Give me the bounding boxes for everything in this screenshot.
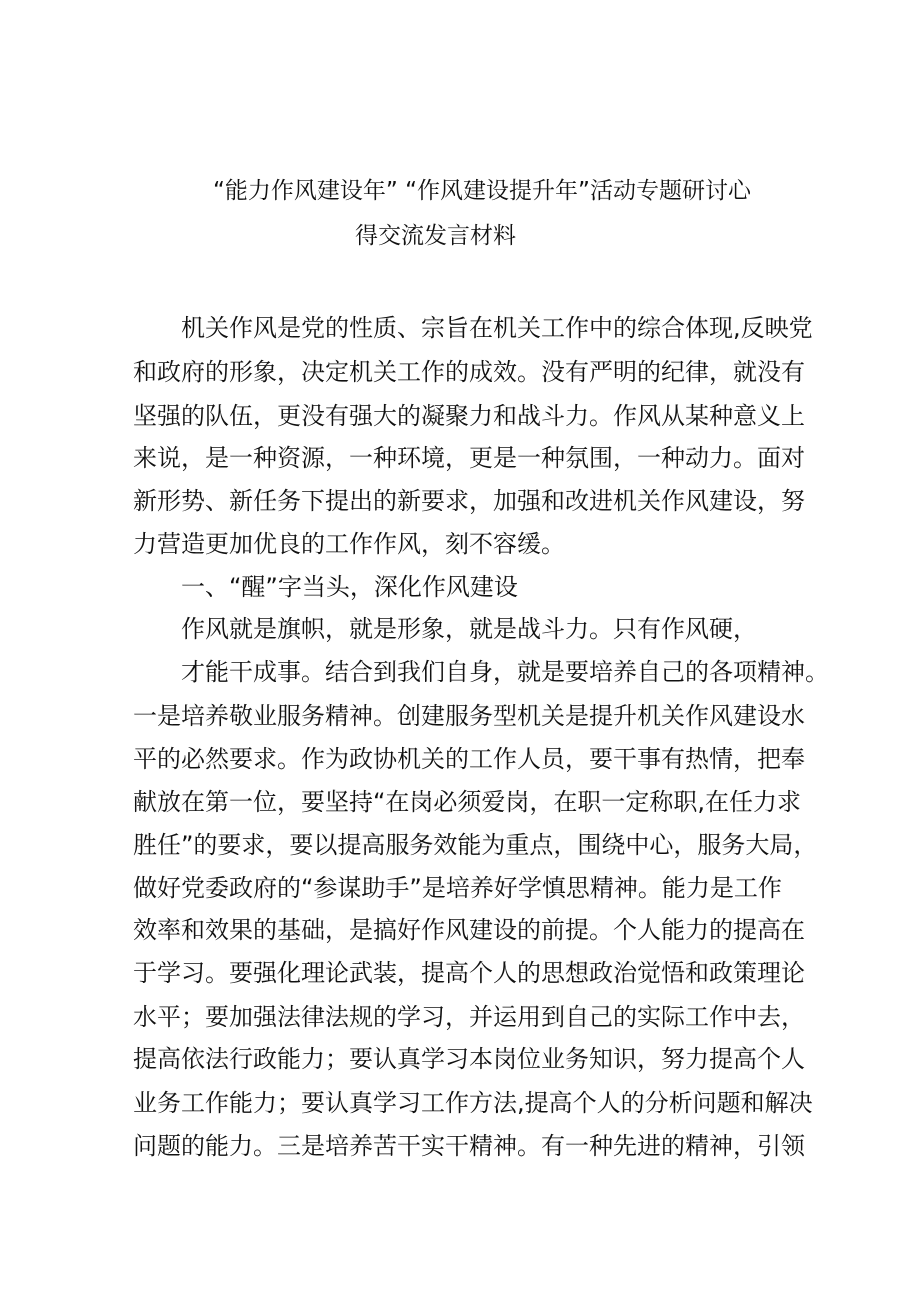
body-line: 提高依法行政能力；要认真学习本岗位业务知识，努力提高个人 [133, 1045, 805, 1073]
body-line: 水平；要加强法律法规的学习，并运用到自己的实际工作中去， [133, 1003, 805, 1031]
body-line: 一是培养敬业服务精神。创建服务型机关是提升机关作风建设水 [133, 702, 805, 730]
body-line: 新形势、新任务下提出的新要求，加强和改进机关作风建设，努 [133, 487, 805, 515]
body-line: 作风就是旗帜，就是形象，就是战斗力。只有作风硬， [181, 615, 757, 643]
body-line: 献放在第一位，要坚持“在岗必须爱岗，在职一定称职,在任力求 [133, 788, 802, 816]
body-line: 机关作风是党的性质、宗旨在机关工作中的综合体现,反映党 [181, 314, 813, 342]
document-title-line-1: “能力作风建设年” “作风建设提升年”活动专题研讨心 [213, 178, 751, 204]
body-line: 问题的能力。三是培养苦干实干精神。有一种先进的精神，引领 [133, 1132, 805, 1160]
body-line: 力营造更加优良的工作作风，刻不容缓。 [133, 530, 565, 558]
document-title-line-2: 得交流发言材料 [355, 223, 516, 249]
body-line: 于学习。要强化理论武装，提高个人的思想政治觉悟和政策理论 [133, 959, 805, 987]
body-line: 效率和效果的基础，是搞好作风建设的前提。个人能力的提高在 [133, 916, 805, 944]
body-line: 做好党委政府的“参谋助手”是培养好学慎思精神。能力是工作 [133, 874, 782, 902]
body-line: 和政府的形象，决定机关工作的成效。没有严明的纪律，就没有 [133, 358, 805, 386]
body-line: 才能干成事。结合到我们自身，就是要培养自己的各项精神。 [181, 658, 829, 686]
body-line: 平的必然要求。作为政协机关的工作人员，要干事有热情，把奉 [133, 745, 805, 773]
section-heading: 一、“醒”字当头，深化作风建设 [181, 573, 518, 601]
body-line: 来说，是一种资源，一种环境，更是一种氛围，一种动力。面对 [133, 444, 805, 472]
body-line: 业务工作能力；要认真学习工作方法,提高个人的分析问题和解决 [133, 1089, 813, 1117]
body-line: 坚强的队伍，更没有强大的凝聚力和战斗力。作风从某种意义上 [133, 402, 805, 430]
body-line: 胜任”的要求，要以提高服务效能为重点，围绕中心，服务大局， [133, 831, 818, 859]
